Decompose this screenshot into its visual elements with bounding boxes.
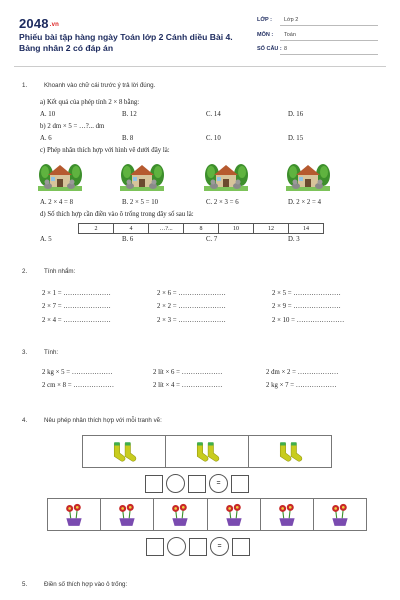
q3-item[interactable]: 2 cm × 8 = ……………… bbox=[42, 382, 115, 389]
socks-picture-strip bbox=[82, 435, 332, 468]
class-value: Lớp 2 bbox=[284, 17, 299, 23]
q3-item[interactable]: 2 dm × 2 = ……………… bbox=[266, 369, 339, 376]
sequence-cell: 14 bbox=[289, 224, 324, 234]
q1b-option-d[interactable]: D. 15 bbox=[288, 135, 304, 142]
site-logo: 2048.vn bbox=[19, 16, 60, 31]
operator-circle[interactable] bbox=[167, 537, 186, 556]
q1d-option-d[interactable]: D. 3 bbox=[288, 236, 300, 243]
q1a-option-d[interactable]: D. 16 bbox=[288, 111, 304, 118]
house-scene-image bbox=[38, 161, 82, 191]
header-divider bbox=[14, 66, 386, 67]
flower-cell bbox=[208, 499, 261, 530]
sequence-cell: 10 bbox=[219, 224, 254, 234]
q1b-option-b[interactable]: B. 8 bbox=[122, 135, 134, 142]
flower-cell bbox=[48, 499, 101, 530]
q4-heading: 4. Nêu phép nhân thích hợp với mỗi tranh vẽ: bbox=[22, 417, 162, 424]
q2-item[interactable]: 2 × 1 = ………………… bbox=[42, 290, 111, 297]
q1b-option-a[interactable]: A. 6 bbox=[40, 135, 52, 142]
flower-pot-image bbox=[64, 503, 84, 527]
q1b-prompt: b) 2 dm × 5 = …?... dm bbox=[40, 123, 105, 130]
flower-cell bbox=[101, 499, 154, 530]
sequence-cell: 12 bbox=[254, 224, 289, 234]
q3-item[interactable]: 2 kg × 5 = ……………… bbox=[42, 369, 113, 376]
sequence-cell: 4 bbox=[114, 224, 149, 234]
flower-cell bbox=[261, 499, 314, 530]
q5-heading: 5. Điền số thích hợp vào ô trống: bbox=[22, 581, 128, 588]
q3-item[interactable]: 2 lít × 4 = ……………… bbox=[153, 382, 223, 389]
q3-heading: 3. Tính: bbox=[22, 349, 59, 356]
subject-label: MÔN : bbox=[257, 32, 274, 38]
flower-pot-image bbox=[277, 503, 297, 527]
subject-underline bbox=[280, 40, 378, 41]
socks-pair-image bbox=[111, 442, 137, 462]
q1a-option-a[interactable]: A. 10 bbox=[40, 111, 56, 118]
q2-item[interactable]: 2 × 10 = ………………… bbox=[272, 317, 345, 324]
q1b-option-c[interactable]: C. 10 bbox=[206, 135, 221, 142]
count-underline bbox=[280, 54, 378, 55]
q1a-option-b[interactable]: B. 12 bbox=[122, 111, 137, 118]
house-scene-image bbox=[204, 161, 248, 191]
q3-item[interactable]: 2 lít × 6 = ……………… bbox=[153, 369, 223, 376]
equals-circle: = bbox=[209, 474, 228, 493]
q1d-option-a[interactable]: A. 5 bbox=[40, 236, 52, 243]
sequence-cell-blank[interactable]: …?... bbox=[149, 224, 184, 234]
q1c-option-c[interactable]: C. 2 × 3 = 6 bbox=[206, 199, 239, 206]
equation-row-1 bbox=[145, 474, 249, 493]
q1d-option-c[interactable]: C. 7 bbox=[206, 236, 218, 243]
answer-box[interactable] bbox=[146, 538, 164, 556]
equation-row-2 bbox=[146, 537, 250, 556]
q2-heading: 2. Tính nhẩm: bbox=[22, 268, 76, 275]
socks-cell bbox=[83, 436, 166, 467]
class-label: LỚP : bbox=[257, 17, 272, 23]
q2-item[interactable]: 2 × 7 = ………………… bbox=[42, 303, 111, 310]
flowers-picture-strip bbox=[47, 498, 367, 531]
socks-cell bbox=[249, 436, 331, 467]
q2-item[interactable]: 2 × 3 = ………………… bbox=[157, 317, 226, 324]
q1a-option-c[interactable]: C. 14 bbox=[206, 111, 221, 118]
q1d-prompt: d) Số thích hợp cần điền vào ô trống trong dãy số sau là: bbox=[40, 211, 194, 218]
house-scene-image bbox=[286, 161, 330, 191]
count-value: 8 bbox=[284, 46, 288, 52]
flower-cell bbox=[314, 499, 366, 530]
q1d-option-b[interactable]: B. 6 bbox=[122, 236, 134, 243]
q1-heading: 1. Khoanh vào chữ cái trước ý trả lời đúng. bbox=[22, 82, 156, 89]
q2-item[interactable]: 2 × 5 = ………………… bbox=[272, 290, 341, 297]
q2-item[interactable]: 2 × 9 = ………………… bbox=[272, 303, 341, 310]
class-underline bbox=[280, 25, 378, 26]
q2-item[interactable]: 2 × 4 = ………………… bbox=[42, 317, 111, 324]
subject-value: Toán bbox=[284, 32, 296, 38]
answer-box[interactable] bbox=[145, 475, 163, 493]
q3-item[interactable]: 2 kg × 7 = ……………… bbox=[266, 382, 337, 389]
q1a-prompt: a) Kết quả của phép tính 2 × 8 bằng: bbox=[40, 99, 140, 106]
socks-pair-image bbox=[277, 442, 303, 462]
socks-cell bbox=[166, 436, 249, 467]
flower-cell bbox=[154, 499, 207, 530]
sequence-cell: 2 bbox=[79, 224, 114, 234]
worksheet-title: Phiếu bài tập hàng ngày Toán lớp 2 Cánh diều Bài 4. Bảng nhân 2 có đáp án bbox=[19, 32, 233, 53]
answer-box[interactable] bbox=[188, 475, 206, 493]
house-scene-image bbox=[120, 161, 164, 191]
flower-pot-image bbox=[117, 503, 137, 527]
q1c-option-b[interactable]: B. 2 × 5 = 10 bbox=[122, 199, 158, 206]
sequence-cell: 8 bbox=[184, 224, 219, 234]
count-label: SỐ CÂU : bbox=[257, 46, 282, 52]
q2-item[interactable]: 2 × 2 = ………………… bbox=[157, 303, 226, 310]
q1c-prompt: c) Phép nhân thích hợp với hình vẽ dưới đây là: bbox=[40, 147, 170, 154]
socks-pair-image bbox=[194, 442, 220, 462]
answer-box[interactable] bbox=[232, 538, 250, 556]
answer-box[interactable] bbox=[189, 538, 207, 556]
q2-item[interactable]: 2 × 6 = ………………… bbox=[157, 290, 226, 297]
answer-box[interactable] bbox=[231, 475, 249, 493]
q1c-option-a[interactable]: A. 2 × 4 = 8 bbox=[40, 199, 73, 206]
number-sequence-table bbox=[78, 223, 324, 234]
flower-pot-image bbox=[330, 503, 350, 527]
q1c-option-d[interactable]: D. 2 × 2 = 4 bbox=[288, 199, 321, 206]
operator-circle[interactable] bbox=[166, 474, 185, 493]
flower-pot-image bbox=[224, 503, 244, 527]
flower-pot-image bbox=[170, 503, 190, 527]
equals-circle: = bbox=[210, 537, 229, 556]
